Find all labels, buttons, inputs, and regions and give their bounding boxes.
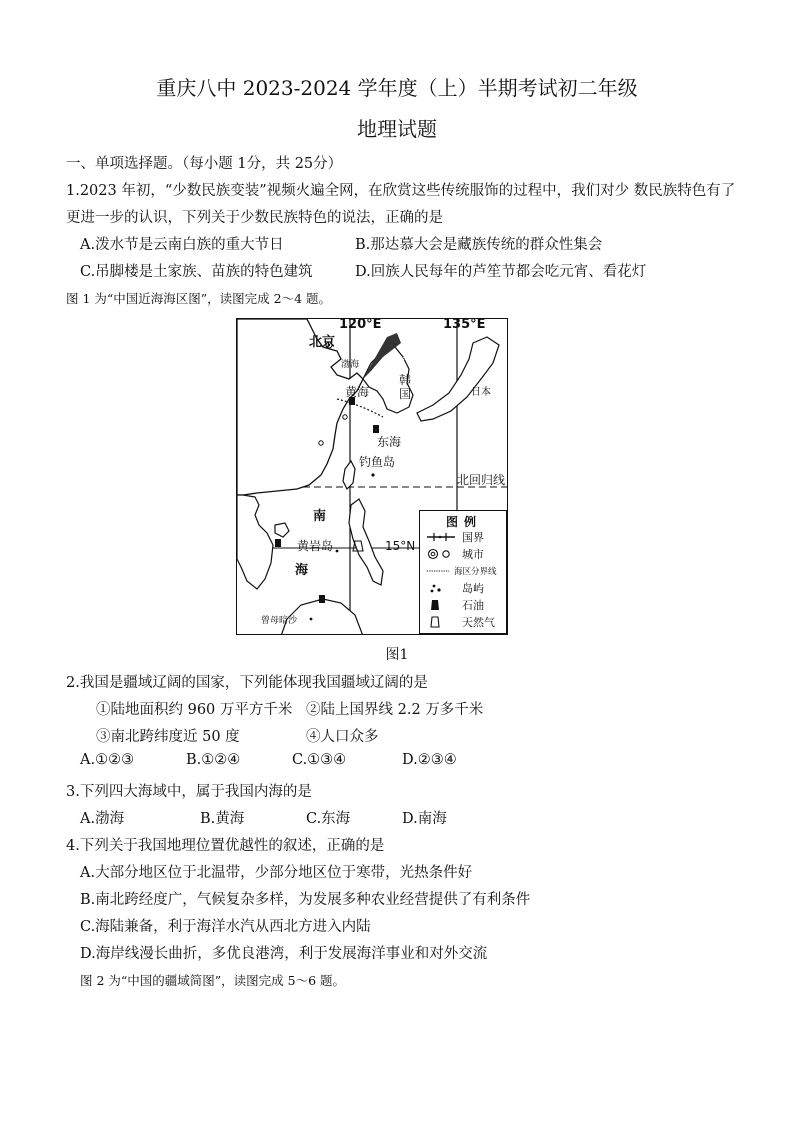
q2-option-c: C.①③④: [292, 752, 347, 768]
japan-label: 日本: [471, 387, 491, 398]
donghai-label: 东海: [377, 435, 402, 449]
legend-row-gas: [424, 614, 506, 629]
q4-option-c: C.海陆兼备，利于海洋水汽从西北方进入内陆: [80, 919, 371, 935]
q1-stem-line1: 1.2023 年初，“少数民族变装”视频火遍全网，在欣赏这些传统服饰的过程中，我们对少 数民族特色有了: [66, 183, 736, 199]
exam-title: 重庆八中 2023-2024 学年度（上）半期考试初二年级: [156, 76, 638, 100]
q1-option-a: A.泼水节是云南白族的重大节日: [80, 237, 284, 253]
south-sea-label-hai: 海: [295, 563, 309, 578]
q4-stem: 4.下列关于我国地理位置优越性的叙述，正确的是: [66, 838, 385, 854]
map-legend: [419, 510, 507, 634]
island-icon: [426, 582, 456, 594]
legend-border-text: 国界: [462, 531, 484, 544]
fig1-caption: 图1: [385, 647, 409, 663]
korea-label-2: 国: [399, 387, 412, 401]
gas-icon: [426, 616, 456, 628]
q4-option-d: D.海岸线漫长曲折，多优良港湾，利于发展海洋事业和对外交流: [80, 946, 488, 962]
lat-15-label: 15°N: [385, 539, 416, 553]
q1-option-c: C.吊脚楼是土家族、苗族的特色建筑: [80, 264, 313, 280]
q3-option-c: C.东海: [306, 811, 351, 827]
huanghai-label: 黄海: [345, 385, 370, 399]
q1-option-d: D.回族人民每年的芦笙节都会吃元宵、看花灯: [355, 264, 647, 280]
q2-option-a: A.①②③: [80, 752, 135, 768]
island-dot: [310, 618, 313, 621]
q4-option-b: B.南北跨经度广，气候复杂多样，为发展多种农业经营提供了有利条件: [80, 892, 531, 908]
legend-island-text: 岛屿: [462, 582, 484, 595]
city-symbol: [343, 415, 347, 419]
oil-symbol: [275, 539, 281, 547]
city-symbol-icon: [426, 548, 456, 560]
legend-row-city: [424, 546, 506, 561]
q2-option-d: D.②③④: [402, 752, 457, 768]
q2-statement-3: ③南北跨纬度近 50 度: [96, 729, 240, 745]
legend-row-island: [424, 580, 506, 595]
q2-statement-4: ④人口众多: [306, 729, 379, 745]
q4-option-a: A.大部分地区位于北温带，少部分地区位于寒带，光热条件好: [80, 865, 473, 881]
q1-stem-line2: 更进一步的认识，下列关于少数民族特色的说法，正确的是: [66, 210, 443, 226]
q3-option-b: B.黄海: [200, 811, 245, 827]
zengmu-label: 曾母暗沙: [261, 616, 298, 626]
border-line-icon: [426, 531, 456, 543]
sea-boundary-icon: [426, 565, 450, 577]
diaoyudao-label: 钓鱼岛: [359, 455, 396, 469]
oil-icon: [426, 599, 456, 611]
legend-row-oil: [424, 597, 506, 612]
q2-statement-1: ①陆地面积约 960 万平方千米: [96, 702, 293, 718]
exam-subject: 地理试题: [357, 117, 437, 141]
china-seas-map: [236, 318, 508, 635]
fig2-intro: 图 2 为“中国的疆域简图”，读图完成 5～6 题。: [80, 973, 346, 988]
q2-option-b: B.①②④: [186, 752, 241, 768]
oil-symbol: [373, 425, 379, 433]
legend-title: 图例: [445, 515, 482, 529]
south-sea-label-nan: 南: [313, 509, 327, 524]
q3-option-a: A.渤海: [80, 811, 125, 827]
korea-label-1: 韩: [399, 373, 412, 387]
island-dot: [336, 550, 339, 553]
q3-option-d: D.南海: [402, 811, 447, 827]
legend-sea-boundary-text: 海区分界线: [454, 567, 497, 577]
huangyandao-label: 黄岩岛: [297, 539, 334, 553]
hainan-island: [275, 523, 289, 537]
section-heading: 一、单项选择题。（每小题 1分，共 25分）: [66, 156, 343, 172]
fig1-intro: 图 1 为“中国近海海区图”，读图完成 2～4 题。: [66, 291, 332, 306]
philippines-islands: [349, 499, 383, 585]
q2-statement-2: ②陆上国界线 2.2 万多千米: [306, 702, 484, 718]
tropic-label: 北回归线: [457, 473, 506, 487]
japan-islands: [417, 337, 499, 421]
beijing-label: 北京: [309, 335, 336, 350]
q1-option-b: B.那达慕大会是藏族传统的群众性集会: [355, 237, 603, 253]
legend-gas-text: 天然气: [462, 616, 495, 629]
indochina-coast: [237, 495, 273, 589]
q3-stem: 3.下列四大海域中，属于我国内海的是: [66, 784, 312, 800]
lon-135-label: 135°E: [443, 318, 486, 332]
lon-120-label: 120°E: [339, 318, 382, 332]
oil-symbol: [319, 595, 325, 603]
legend-city-text: 城市: [462, 548, 484, 561]
q2-stem: 2.我国是疆域辽阔的国家，下列能体现我国疆域辽阔的是: [66, 675, 428, 691]
bohai-label: 渤海: [341, 360, 360, 370]
legend-row-sea-boundary: [424, 563, 506, 578]
legend-row-border: [424, 529, 506, 544]
legend-oil-text: 石油: [462, 599, 484, 612]
mainland-coast: [237, 319, 363, 495]
taiwan-island: [343, 461, 355, 489]
chaoxian-label: 朝鲜: [387, 358, 406, 368]
island-dot: [371, 473, 374, 476]
